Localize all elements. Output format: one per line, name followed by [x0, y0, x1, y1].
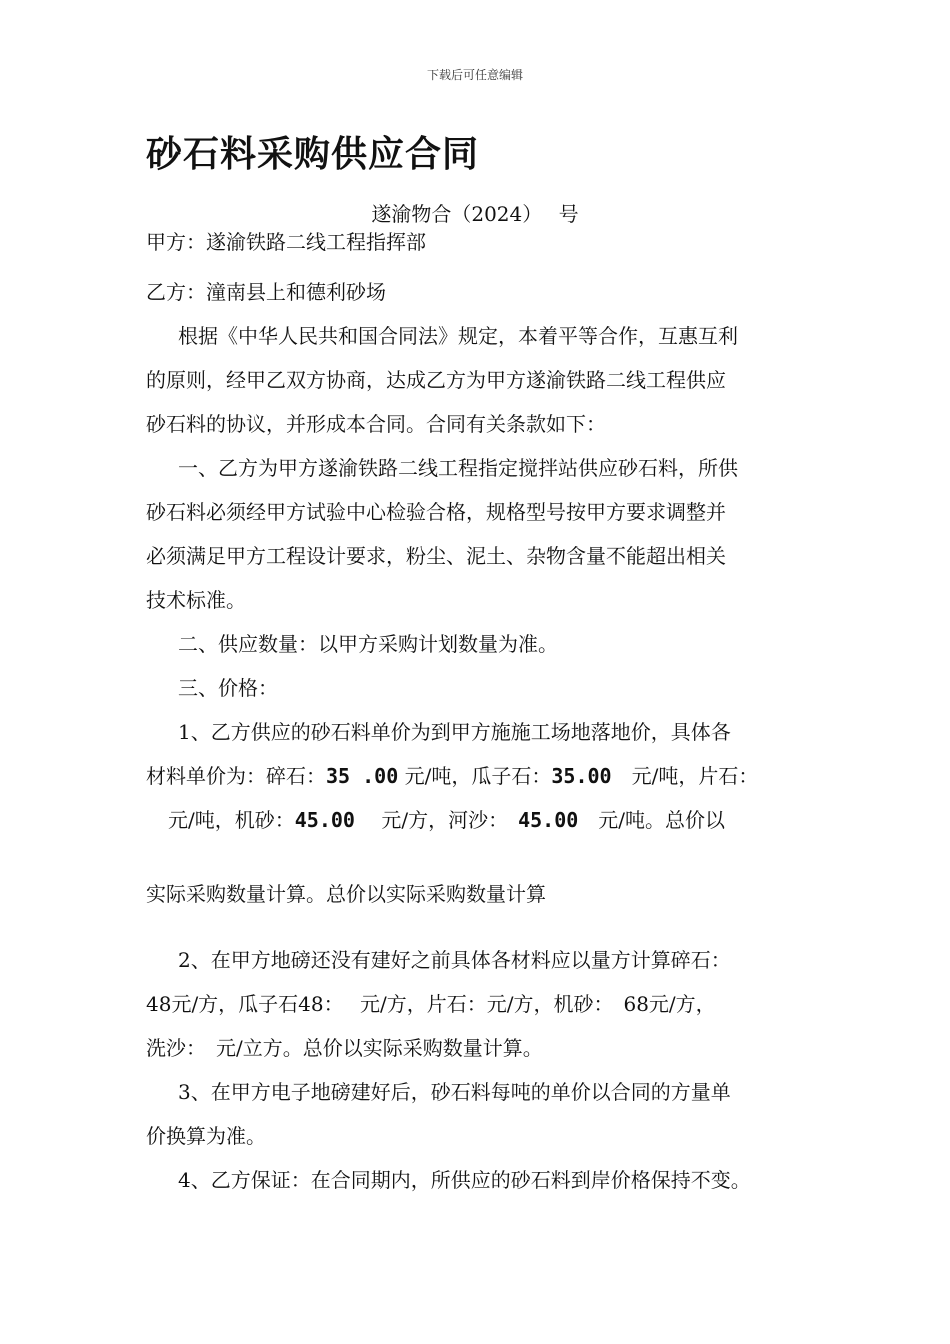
price3-line-1: 3、在甲方电子地磅建好后，砂石料每吨的单价以合同的方量单 — [178, 1080, 731, 1104]
clause1-line-1: 一、乙方为甲方遂渝铁路二线工程指定搅拌站供应砂石料，所供 — [178, 456, 738, 480]
clause1-line-4: 技术标准。 — [146, 588, 246, 612]
party-a: 甲方：遂渝铁路二线工程指挥部 — [146, 230, 426, 254]
price2-line-3: 洗沙： 元/立方。总价以实际采购数量计算。 — [146, 1036, 543, 1060]
clause2: 二、供应数量：以甲方采购计划数量为准。 — [178, 632, 558, 656]
price1-text: 元/吨，片石： — [611, 764, 759, 788]
chip-price: 35.00 — [551, 764, 612, 788]
price1-line-3 — [168, 804, 725, 833]
price1-line-2 — [146, 760, 758, 789]
price1-text: 元/吨。总价以 — [578, 808, 726, 832]
price1-text: 材料单价为：碎石： — [146, 764, 326, 788]
party-b: 乙方：潼南县上和德利砂场 — [146, 280, 386, 304]
gravel-price: 35 .00 — [326, 764, 399, 788]
clause1-line-3: 必须满足甲方工程设计要求，粉尘、泥土、杂物含量不能超出相关 — [146, 544, 726, 568]
price1-line-1: 1、乙方供应的砂石料单价为到甲方施施工场地落地价，具体各 — [178, 720, 731, 744]
machine-sand-price: 45.00 — [294, 808, 355, 832]
price1-text: 元/方，河沙： — [354, 808, 519, 832]
price3-line-2: 价换算为准。 — [146, 1124, 266, 1148]
header-note: 下载后可任意编辑 — [426, 68, 523, 82]
price1-text: 元/吨，瓜子石： — [398, 764, 552, 788]
clause3: 三、价格： — [178, 676, 278, 700]
price2-line-2: 48元/方，瓜子石48： 元/方，片石：元/方，机砂： 68元/方， — [146, 992, 716, 1016]
clause1-line-2: 砂石料必须经甲方试验中心检验合格，规格型号按甲方要求调整并 — [146, 500, 726, 524]
document-title: 砂石料采购供应合同 — [146, 134, 480, 175]
intro-line-2: 的原则，经甲乙双方协商，达成乙方为甲方遂渝铁路二线工程供应 — [146, 368, 726, 392]
price1-line-4: 实际采购数量计算。总价以实际采购数量计算 — [146, 882, 546, 906]
intro-line-3: 砂石料的协议，并形成本合同。合同有关条款如下： — [146, 412, 606, 436]
price2-line-1: 2、在甲方地磅还没有建好之前具体各材料应以量方计算碎石： — [178, 948, 731, 972]
price4: 4、乙方保证：在合同期内，所供应的砂石料到岸价格保持不变。 — [178, 1168, 751, 1192]
intro-line-1: 根据《中华人民共和国合同法》规定，本着平等合作，互惠互利 — [178, 324, 738, 348]
price1-text: 元/吨，机砂： — [168, 808, 295, 832]
contract-number: 遂渝物合（2024） 号 — [371, 202, 579, 226]
river-sand-price: 45.00 — [518, 808, 579, 832]
